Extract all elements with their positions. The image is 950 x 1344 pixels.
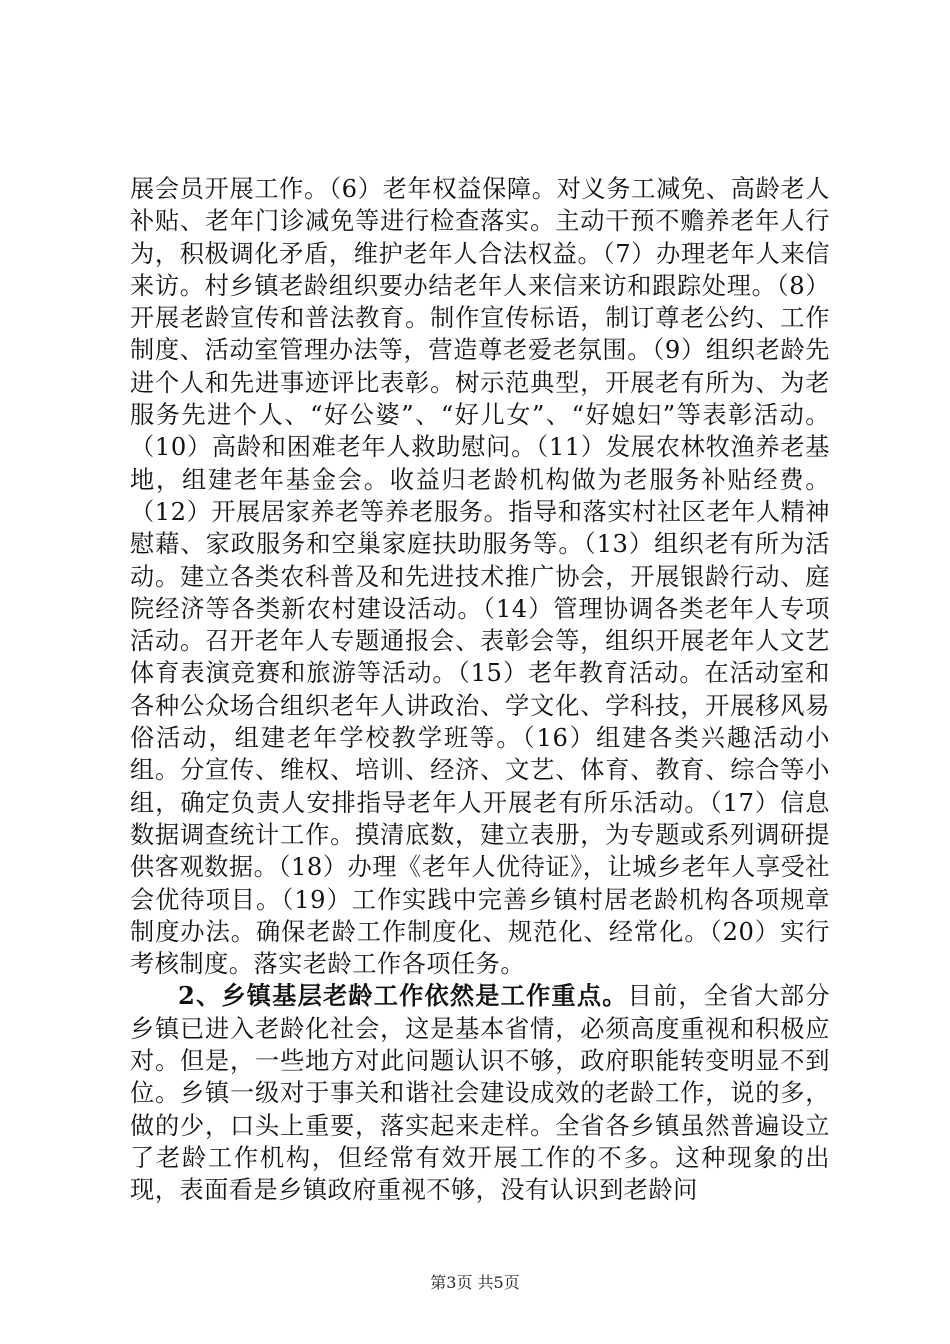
paragraph-1-text: 展会员开展工作。（6）老年权益保障。对义务工减免、高龄老人补贴、老年门诊减免等进行检查落实。主动干预不赡养老年人行为，积极调化矛盾，维护老年人合法权益。（7）办理老年人来信来访。村乡镇老龄组织要办结老年人来信来访和跟踪处理。（8）开展老龄宣传和普法教育。制作宣传标语，制订尊老公约、工作制度、活动室管理办法等，营造尊老爱老氛围。（9）组织老龄先进个人和先进事迹评比表彰。树示范典型，开展老有所为、为老服务先进个人、“好公婆”、“好儿女”、“好媳妇”等表彰活动。（10）高龄和困难老年人救助慰问。（11）发展农林牧渔养老基地，组建老年基金会。收益归老龄机构做为老服务补贴经费。（12）开展居家养老等养老服务。指导和落实村社区老年人精神慰藉、家政服务和空巢家庭扶助服务等。（13）组织老有所为活动。建立各类农科普及和先进技术推广协会，开展银龄行动、庭院经济等各类新农村建设活动。（14）管理协调各类老年人专项活动。召开老年人专题通报会、表彰会等，组织开展老年人文艺体育表演竞赛和旅游等活动。（15）老年教育活动。在活动室和各种公众场合组织老年人讲政治、学文化、学科技，开展移风易俗活动，组建老年学校教学班等。（16）组建各类兴趣活动小组。分宣传、维权、培训、经济、文艺、体育、教育、综合等小组，确定负责人安排指导老年人开展老有所乐活动。（17）信息数据调查统计工作。摸清底数，建立表册，为专题或系列调研提供客观数据。（18）办理《老年人优待证》，让城乡老年人享受社会优待项目。（19）工作实践中完善乡镇村居老龄机构各项规章制度办法。确保老龄工作制度化、规范化、经常化。（20）实行考核制度。落实老龄工作各项任务。 [130,175,830,979]
paragraph-2-heading: 2、乡镇基层老龄工作依然是工作重点。 [178,981,628,1011]
paragraph-2 [130,980,830,1206]
page-footer: 第3页 共5页 [430,1273,520,1292]
paragraph-2-text: 目前，全省大部分乡镇已进入老龄化社会，这是基本省情，必须高度重视和积极应对。但是，一些地方对此问题认识不够，政府职能转变明显不到位。乡镇一级对于事关和谐社会建设成效的老龄工作，说的多，做的少，口头上重要，落实起来走样。全省各乡镇虽然普遍设立了老龄工作机构，但经常有效开展工作的不多。这种现象的出现，表面看是乡镇政府重视不够，没有认识到老龄问 [130,982,830,1205]
document-body [130,173,830,1207]
paragraph-1 [130,173,830,980]
